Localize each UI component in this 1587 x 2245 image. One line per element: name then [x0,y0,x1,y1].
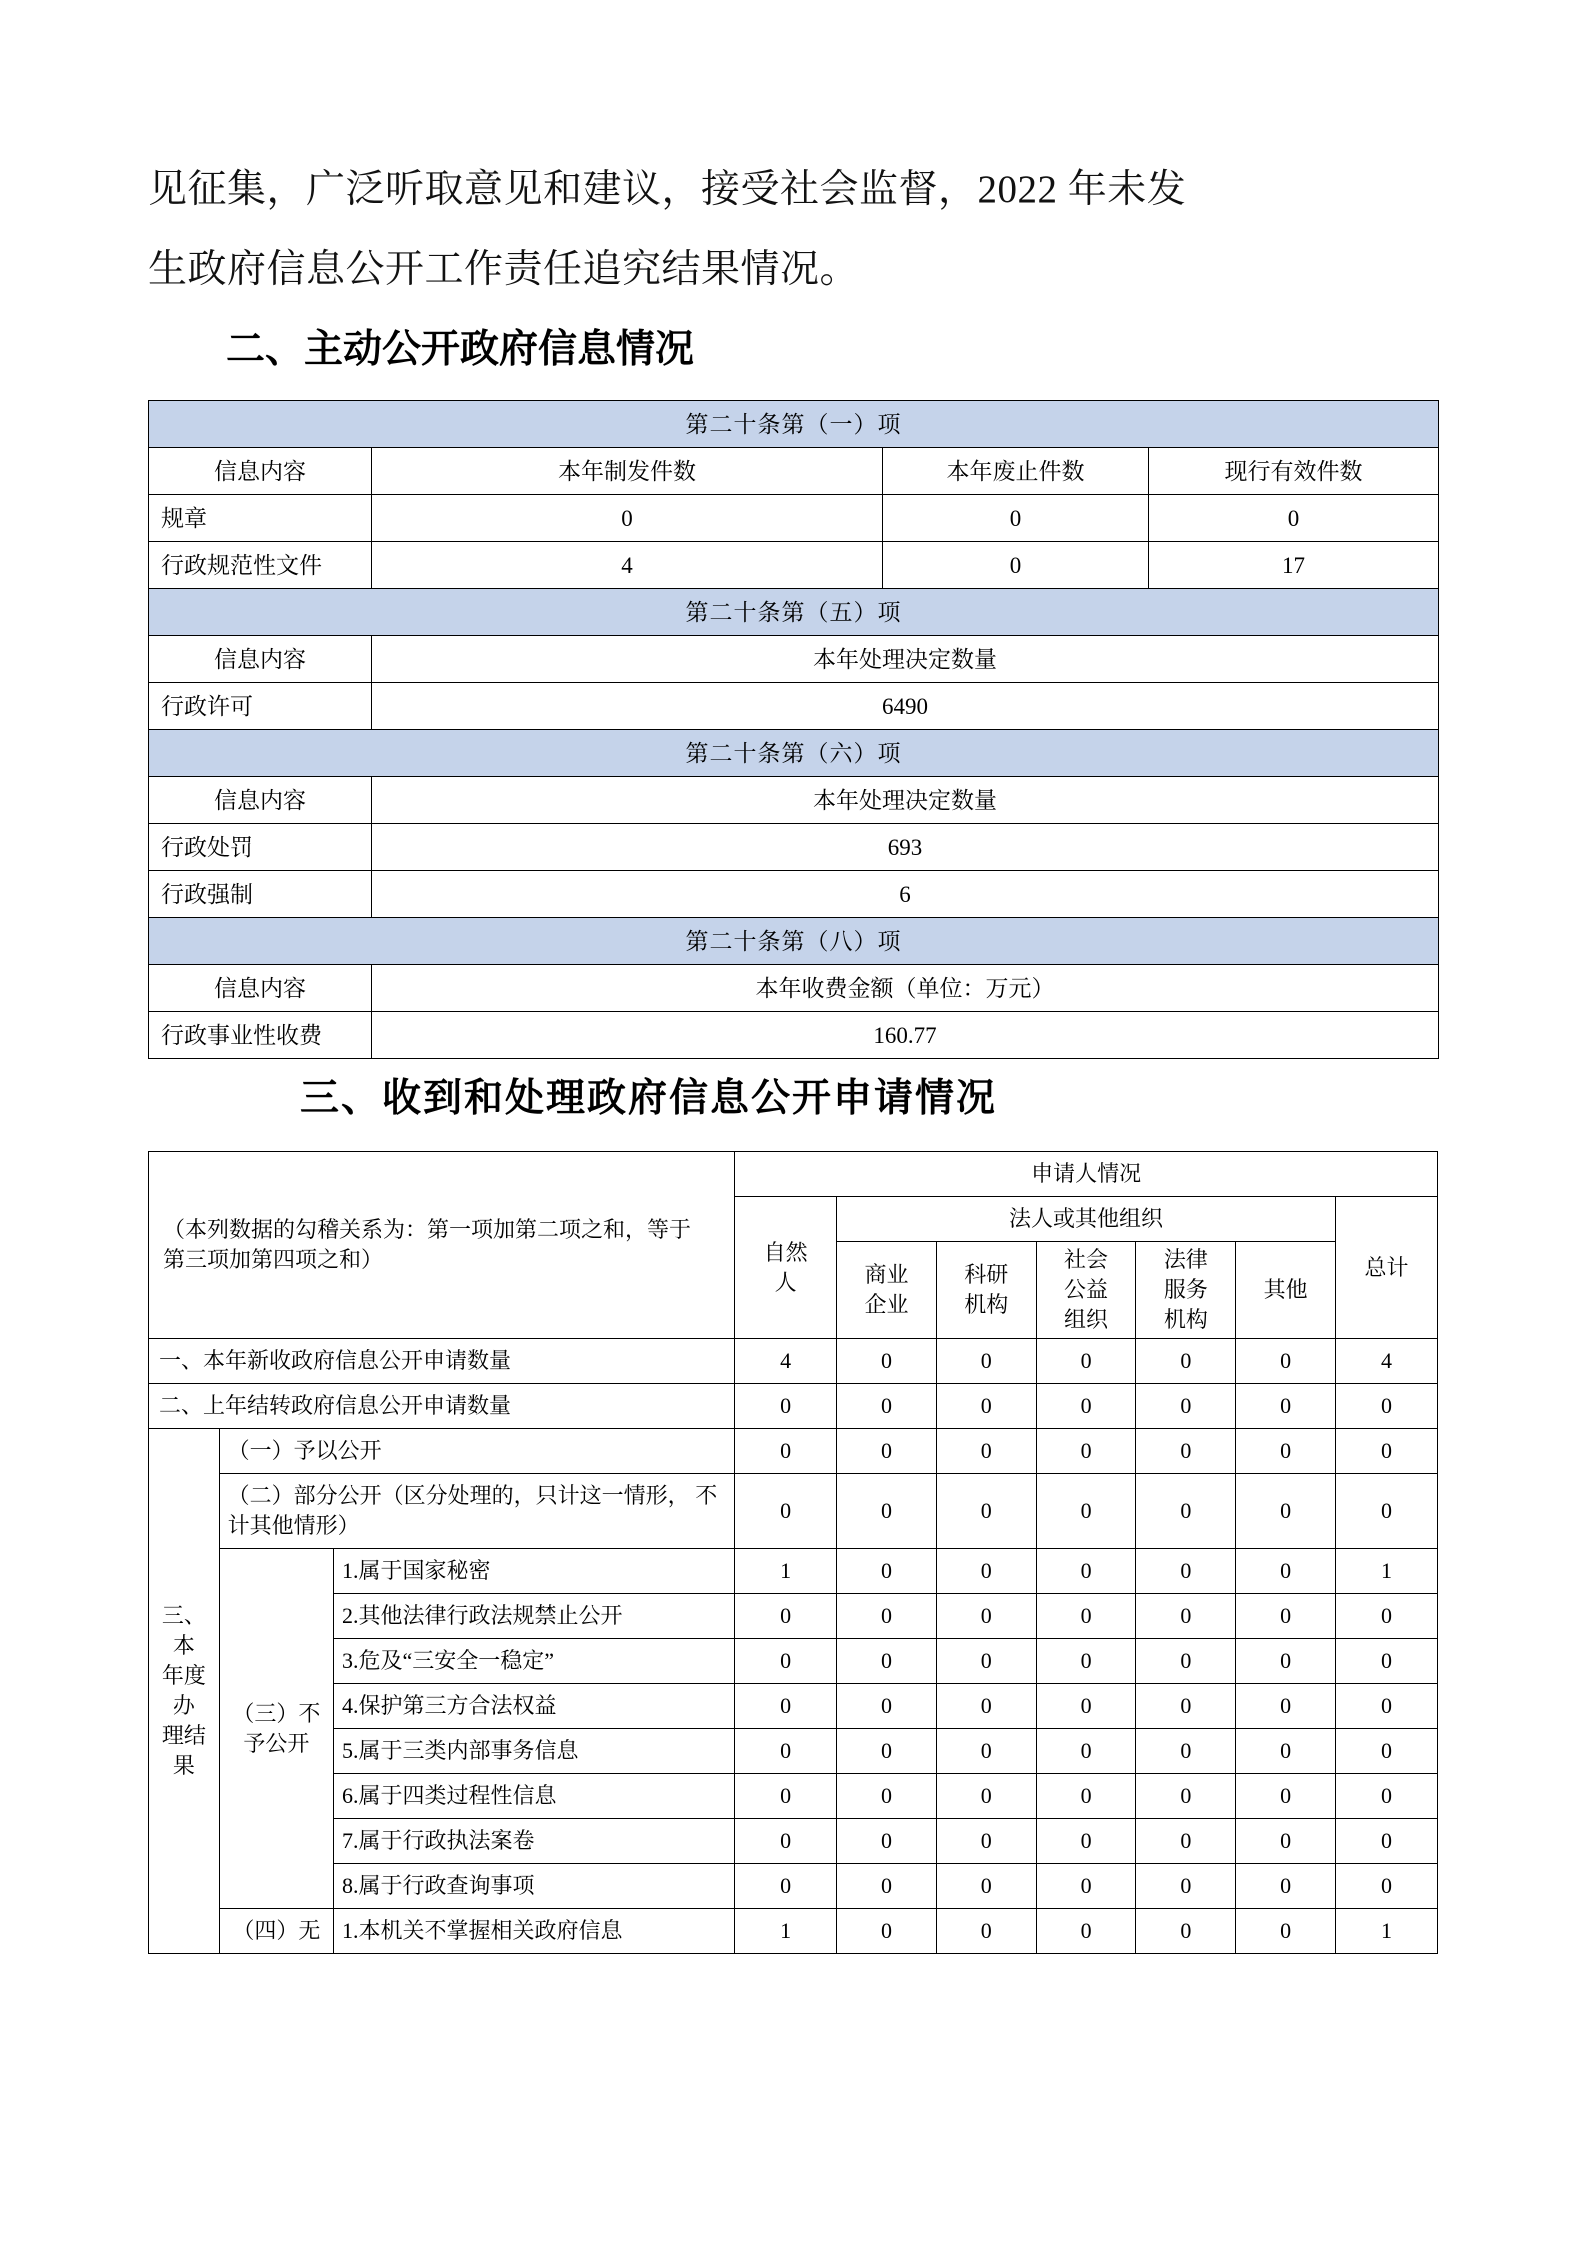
col-header-issued: 本年制发件数 [372,448,883,495]
table-row [149,1819,1438,1864]
row-group-label-unavailable: （四）无 [219,1909,333,1954]
cell-value: 0 [1336,1684,1438,1729]
row-label: 8.属于行政查询事项 [334,1864,735,1909]
cell-value: 0 [837,1549,937,1594]
section-heading-2: 二、主动公开政府信息情况 [226,328,695,371]
col-header-natural-person [735,1197,837,1339]
cell-value: 0 [735,1384,837,1429]
natural-person-line-1: 自然 [763,1239,808,1265]
cell-value: 0 [1036,1474,1136,1549]
table-row [149,1339,1438,1384]
row-label: 5.属于三类内部事务信息 [334,1729,735,1774]
cell-value: 6490 [372,683,1439,730]
not-disclosed-line-1: （三）不 [232,1700,321,1726]
table-row [149,1474,1438,1549]
table-row [149,1774,1438,1819]
row-label: 一、本年新收政府信息公开申请数量 [149,1339,735,1384]
row-label: 行政规范性文件 [149,542,372,589]
cell-value: 0 [837,1474,937,1549]
cell-value: 0 [837,1339,937,1384]
cell-value: 0 [1036,1729,1136,1774]
cell-value: 0 [1136,1909,1236,1954]
band-title: 第二十条第（八）项 [149,918,1439,965]
table1-column-header-row [149,965,1439,1012]
social-line-1: 社会 [1064,1247,1109,1272]
table-row [149,1639,1438,1684]
table-row [149,683,1439,730]
cell-value: 0 [1236,1729,1336,1774]
cell-value: 0 [1336,1639,1438,1684]
cell-value: 0 [837,1384,937,1429]
cell-value: 0 [1236,1549,1336,1594]
group-label-line-1: 三、本 [161,1603,206,1658]
commercial-line-1: 商业 [864,1262,909,1287]
band-title: 第二十条第（五）项 [149,589,1439,636]
research-line-2: 机构 [964,1292,1009,1317]
cell-value: 0 [936,1729,1036,1774]
col-header-total: 总计 [1336,1197,1438,1339]
cell-value: 0 [735,1684,837,1729]
cell-value: 0 [1136,1474,1236,1549]
table-row [149,824,1439,871]
cell-value: 0 [1136,1684,1236,1729]
cell-value: 4 [735,1339,837,1384]
col-header-info: 信息内容 [149,777,372,824]
cell-value: 0 [936,1474,1036,1549]
not-disclosed-line-2: 予公开 [243,1730,310,1756]
col-header-fee: 本年收费金额（单位：万元） [372,965,1439,1012]
col-header-effective: 现行有效件数 [1149,448,1439,495]
col-header-other: 其他 [1236,1242,1336,1339]
col-header-legal-service [1136,1242,1236,1339]
cell-value: 0 [837,1729,937,1774]
legal-line-2: 服务 [1163,1277,1208,1302]
cell-value: 0 [936,1909,1036,1954]
paragraph-line-1: 见征集，广泛听取意见和建议，接受社会监督，2022 年未发 [148,168,1187,211]
row-label: 7.属于行政执法案卷 [334,1819,735,1864]
cell-value: 1 [1336,1909,1438,1954]
cell-value: 0 [936,1339,1036,1384]
cell-value: 0 [735,1819,837,1864]
table-row [149,1384,1438,1429]
table-row [149,1864,1438,1909]
note-line-2: 第三项加第四项之和） [163,1247,384,1272]
row-label: 行政许可 [149,683,372,730]
table-row [149,1549,1438,1594]
row-label: 2.其他法律行政法规禁止公开 [334,1594,735,1639]
row-label: （一）予以公开 [219,1429,735,1474]
band-title: 第二十条第（一）项 [149,401,1439,448]
table-row [149,1594,1438,1639]
cell-value: 0 [372,495,883,542]
cell-value: 0 [1036,1774,1136,1819]
row-label: 1.本机关不掌握相关政府信息 [334,1909,735,1954]
research-line-1: 科研 [964,1262,1009,1287]
legal-line-3: 机构 [1163,1307,1208,1332]
cell-value: 0 [936,1594,1036,1639]
proactive-disclosure-table [148,400,1439,1059]
row-label: 1.属于国家秘密 [334,1549,735,1594]
row-label-line-1: （二）部分公开（区分处理的，只计这一情形， [227,1483,690,1508]
cell-value: 0 [1036,1909,1136,1954]
cell-value: 0 [1136,1594,1236,1639]
col-header-repealed: 本年废止件数 [883,448,1149,495]
cell-value: 0 [1036,1549,1136,1594]
cell-value: 0 [1136,1774,1236,1819]
cell-value: 0 [1336,1384,1438,1429]
col-header-info: 信息内容 [149,448,372,495]
cell-value: 160.77 [372,1012,1439,1059]
table-row [149,542,1439,589]
col-header-commercial [837,1242,937,1339]
cell-value: 693 [372,824,1439,871]
cell-value: 0 [1149,495,1439,542]
col-header-info: 信息内容 [149,636,372,683]
col-header-research [936,1242,1036,1339]
cell-value: 0 [936,1549,1036,1594]
row-label: 行政事业性收费 [149,1012,372,1059]
table1-band-row [149,589,1439,636]
cell-value: 0 [837,1864,937,1909]
cell-value: 0 [1336,1774,1438,1819]
col-header-info: 信息内容 [149,965,372,1012]
cell-value: 0 [1136,1429,1236,1474]
cell-value: 0 [735,1864,837,1909]
cell-value: 0 [1236,1429,1336,1474]
cell-value: 0 [1136,1339,1236,1384]
cell-value: 0 [1236,1864,1336,1909]
cell-value: 0 [1236,1774,1336,1819]
cell-value: 0 [735,1729,837,1774]
cell-value: 1 [735,1549,837,1594]
legal-entity-group-header: 法人或其他组织 [837,1197,1336,1242]
cell-value: 0 [837,1774,937,1819]
request-handling-table [148,1151,1438,1954]
cell-value: 17 [1149,542,1439,589]
cell-value: 0 [1136,1864,1236,1909]
table-row [149,1684,1438,1729]
cell-value: 0 [1036,1864,1136,1909]
cell-value: 0 [837,1429,937,1474]
cell-value: 0 [1136,1549,1236,1594]
cell-value: 0 [1036,1339,1136,1384]
cell-value: 0 [1036,1684,1136,1729]
cell-value: 0 [1236,1339,1336,1384]
calculation-note [149,1152,735,1339]
cell-value: 0 [936,1864,1036,1909]
cell-value: 0 [1136,1639,1236,1684]
cell-value: 0 [1336,1594,1438,1639]
cell-value: 4 [1336,1339,1438,1384]
row-label: 行政处罚 [149,824,372,871]
col-header-decisions: 本年处理决定数量 [372,636,1439,683]
cell-value: 0 [1336,1729,1438,1774]
cell-value: 1 [1336,1549,1438,1594]
group-label-line-3: 理结果 [161,1723,206,1778]
row-label: 6.属于四类过程性信息 [334,1774,735,1819]
cell-value: 0 [883,495,1149,542]
row-label: 4.保护第三方合法权益 [334,1684,735,1729]
cell-value: 0 [936,1429,1036,1474]
row-group-label-annual-result [149,1429,220,1954]
cell-value: 4 [372,542,883,589]
band-title: 第二十条第（六）项 [149,730,1439,777]
cell-value: 0 [1036,1819,1136,1864]
row-group-label-not-disclosed [219,1549,333,1909]
table1-band-row [149,730,1439,777]
cell-value: 0 [1036,1594,1136,1639]
commercial-line-2: 企业 [864,1292,909,1317]
cell-value: 0 [1236,1639,1336,1684]
row-label: 行政强制 [149,871,372,918]
cell-value: 0 [936,1774,1036,1819]
cell-value: 0 [1036,1384,1136,1429]
cell-value: 0 [735,1429,837,1474]
row-label [219,1474,735,1549]
table2-header-row-1 [149,1152,1438,1197]
row-label: 3.危及“三安全一稳定” [334,1639,735,1684]
cell-value: 0 [1236,1594,1336,1639]
cell-value: 0 [1236,1384,1336,1429]
document-content [148,150,1438,1954]
cell-value: 0 [735,1474,837,1549]
table-row [149,495,1439,542]
cell-value: 0 [1236,1819,1336,1864]
cell-value: 0 [837,1684,937,1729]
cell-value: 0 [1136,1819,1236,1864]
table1-column-header-row [149,448,1439,495]
paragraph-line-2: 生政府信息公开工作责任追究结果情况。 [148,248,860,291]
table-row [149,1429,1438,1474]
cell-value: 0 [735,1639,837,1684]
body-paragraph [148,150,1438,310]
section-heading-3: 三、收到和处理政府信息公开申请情况 [300,1077,998,1120]
cell-value: 0 [1136,1384,1236,1429]
col-header-decisions: 本年处理决定数量 [372,777,1439,824]
applicant-group-header: 申请人情况 [735,1152,1438,1197]
cell-value: 0 [735,1774,837,1819]
table-row [149,1012,1439,1059]
table1-band-row [149,401,1439,448]
social-line-2: 公益 [1064,1277,1109,1302]
cell-value: 6 [372,871,1439,918]
cell-value: 1 [735,1909,837,1954]
natural-person-line-2: 人 [774,1269,797,1295]
cell-value: 0 [1336,1864,1438,1909]
social-line-3: 组织 [1064,1307,1109,1332]
cell-value: 0 [1236,1474,1336,1549]
cell-value: 0 [1336,1819,1438,1864]
row-label: 二、上年结转政府信息公开申请数量 [149,1384,735,1429]
cell-value: 0 [936,1819,1036,1864]
cell-value: 0 [837,1594,937,1639]
cell-value: 0 [837,1909,937,1954]
cell-value: 0 [1336,1474,1438,1549]
cell-value: 0 [735,1594,837,1639]
row-label-line-2: 不计其他情形） [227,1483,718,1538]
table1-column-header-row [149,777,1439,824]
note-line-1: （本列数据的勾稽关系为：第一项加第二项之和，等于 [163,1217,692,1242]
row-label: 规章 [149,495,372,542]
cell-value: 0 [837,1639,937,1684]
cell-value: 0 [936,1384,1036,1429]
col-header-social-welfare [1036,1242,1136,1339]
table-row [149,871,1439,918]
group-label-line-2: 年度办 [161,1663,206,1718]
cell-value: 0 [1136,1729,1236,1774]
cell-value: 0 [1236,1684,1336,1729]
legal-line-1: 法律 [1163,1247,1208,1272]
cell-value: 0 [1236,1909,1336,1954]
cell-value: 0 [936,1639,1036,1684]
table1-band-row [149,918,1439,965]
cell-value: 0 [837,1819,937,1864]
table-row [149,1729,1438,1774]
table1-column-header-row [149,636,1439,683]
cell-value: 0 [936,1684,1036,1729]
table-row [149,1909,1438,1954]
cell-value: 0 [1036,1429,1136,1474]
cell-value: 0 [1036,1639,1136,1684]
cell-value: 0 [883,542,1149,589]
cell-value: 0 [1336,1429,1438,1474]
